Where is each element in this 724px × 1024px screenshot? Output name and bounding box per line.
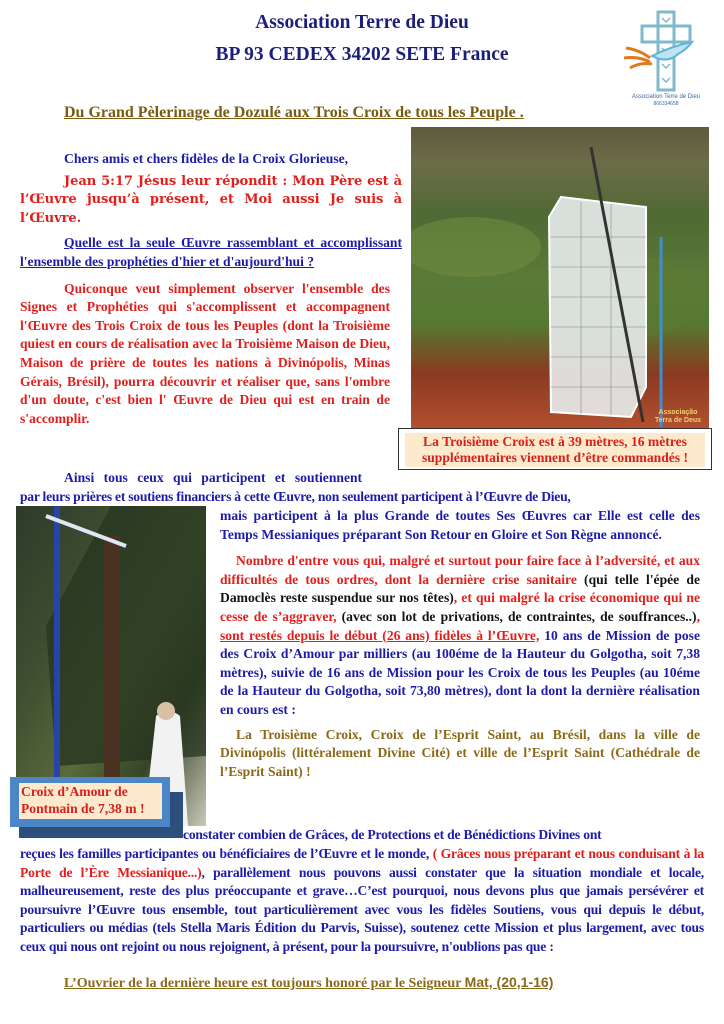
cross-caption-box	[10, 777, 170, 827]
constater-blue-1: reçues les familles participantes ou bénéficiaires de l’Œuvre et le monde,	[20, 846, 433, 861]
nombre-black-2: (avec son lot de privations, de contraintes, de souffrances..)	[336, 608, 697, 624]
closing-text: L’Ouvrier de la dernière heure est toujours honoré par le Seigneur	[64, 976, 465, 991]
tower-caption-box	[398, 428, 712, 470]
nombre-paragraph	[220, 552, 700, 719]
greeting: Chers amis et chers fidèles de la Croix Glorieuse,	[64, 151, 349, 166]
troisieme-paragraph: La Troisième Croix, Croix de l’Esprit Saint, au Brésil, dans la ville de Divinópolis (littéralement Divine Cité) et ville de l’Esprit Saint (Cathédrale de l’Esprit Saint) !	[220, 726, 700, 779]
cross-caption	[19, 783, 162, 819]
constater-paragraph	[20, 845, 704, 957]
cross-caption-line2: Pontmain de 7,38 m !	[21, 801, 145, 816]
ainsi-rest: mais participent à la plus Grande de toutes Ses Œuvres car Elle est celle des Temps Messianiques préparant Son Retour en Gloire et Son Règne annoncé.	[220, 508, 700, 542]
nombre-red-3: ,	[696, 608, 700, 624]
nombre-red-1: Nombre d'entre vous qui, malgré et surtout pour faire face à l’adversité, et aux difficultés de tous ordres, dont la dernière crise sanitaire	[220, 553, 700, 587]
observe-paragraph: Quiconque veut simplement observer l'ensemble des Signes et Prophéties qui s'accomplissent et accompagnent l'Œuvre des Trois Croix de tous les Peuples (dont la Troisième quiest en cours de réalisation avec la Troisième Maison de Dieu, Maison de prière de toutes les nations à Divinópolis, Minas Gérais, Brésil), pourra découvrir et réaliser que, sans l'ombre d'un doute, c'est bien l' Œuvre de Dieu qui est en train de s'accomplir.	[20, 280, 390, 426]
logo-number: 866334658	[653, 101, 679, 107]
page-subtitle: Du Grand Pèlerinage de Dozulé aux Trois Croix de tous les Peuple .	[64, 104, 524, 121]
closing-line	[64, 974, 553, 992]
body-column	[220, 507, 700, 781]
tower-scaffold-icon	[411, 127, 709, 429]
tower-watermark: Associação Terra de Deus	[654, 409, 702, 424]
cross-dove-logo-icon	[618, 8, 714, 94]
nombre-blue: 10 ans de Mission de pose des Croix d’Amour par milliers (au 100éme de la Hauteur du Golgotha, soit 7,38 mètres), suivie de 16 ans de Mission pour les Croix de tous les Peuples (au 10éme de la Hauteur du Golgotha, soit 73,80 mètres), dont la dont la dernière réalisation en cours est :	[220, 627, 700, 717]
tower-photo-image	[411, 127, 709, 429]
intro-column	[20, 150, 402, 428]
logo-name: Association Terre de Dieu	[631, 94, 701, 100]
cross-caption-line1: Croix d’Amour de	[21, 784, 128, 799]
logo	[618, 8, 714, 108]
key-question: Quelle est la seule Œuvre rassemblant et accomplissant l'ensemble des prophéties d'hier et d'aujourd'hui ?	[20, 235, 402, 269]
constater-line1: constater combien de Grâces, de Protections et de Bénédictions Divines ont	[183, 827, 602, 842]
tower-caption: La Troisième Croix est à 39 mètres, 16 mètres supplémentaires viennent d’être commandés !	[405, 433, 705, 467]
org-name: Association Terre de Dieu	[255, 12, 469, 33]
bible-verse: Jean 5:17 Jésus leur répondit : Mon Père est à l’Œuvre jusqu’à présent, et Moi aussi Je suis à l’Œuvre.	[20, 173, 402, 226]
nombre-red-underlined: sont restés depuis le début (26 ans) fidèles à l’Œuvre,	[220, 627, 540, 643]
ainsi-line2: par leurs prières et soutiens financiers à cette Œuvre, non seulement participent à l’Œuvre de Dieu,	[20, 489, 571, 504]
ainsi-line1: Ainsi tous ceux qui participent et soutiennent	[64, 470, 363, 485]
nombre-red-2: , et qui malgré la crise économique qui ne cesse de s’aggraver,	[220, 590, 700, 624]
constater-blue-2: , parallèlement nous pouvons aussi constater que la situation mondiale et locale, malheureusement, reste des plus préoccupante et grave…C’est pourquoi, nous devons plus que jamais persévérer et poursuivre l’Œuvre tous ensemble, tout particulièrement avec vous les fidèles Soutiens, vous qui depuis le début, particuliers ou médias (tels Stella Maris Édition du Parvis, Suisse), soutenez cette Mission et plus largement, avec tous ceux qui nous ont rejoint ou nous rejoignent, à présent, pour la poursuivre, n'oublions pas que :	[20, 864, 704, 954]
constater-red: ( Grâces nous préparant et nous conduisant à la Porte de l’Ère Messianique...)	[20, 846, 704, 880]
nombre-black-1: (qui telle l'épée de Damoclès reste suspendue sur nos têtes)	[220, 571, 700, 606]
org-address: BP 93 CEDEX 34202 SETE France	[215, 44, 509, 65]
closing-reference: Mat, (20,1-16)	[464, 974, 554, 990]
